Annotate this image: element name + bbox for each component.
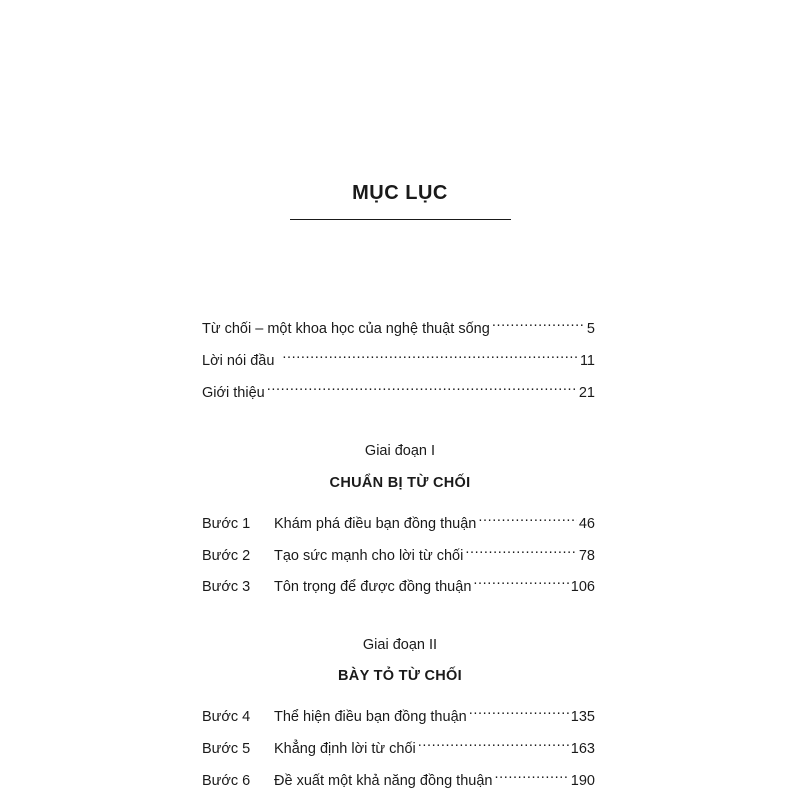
toc-title: MỤC LỤC [352,182,448,204]
step-label: Bước 6 [202,773,251,789]
dot-leader [492,311,585,333]
dot-leader [469,699,569,721]
entry-text: Khám phá điều bạn đồng thuận [274,516,477,532]
entry-text: Đề xuất một khả năng đồng thuận [274,773,493,789]
toc-entry-step-1[interactable] [202,506,595,532]
toc-entry-step-2[interactable] [202,538,595,564]
toc-entry-step-3[interactable] [202,569,595,595]
entry-text: Giới thiệu [202,385,265,401]
dot-leader [267,375,577,397]
page-number: 190 [570,773,595,789]
part-label: Giai đoạn II [362,637,438,653]
page-number: 163 [570,741,595,757]
step-label: Bước 3 [202,579,251,595]
dot-leader [465,538,577,560]
part-title: CHUẨN BỊ TỪ CHỐI [329,475,471,491]
page-number: 11 [579,353,595,369]
dot-leader [494,763,568,785]
entry-text: Lời nói đầu [202,353,275,369]
step-label: Bước 2 [202,548,251,564]
page-number: 106 [570,579,595,595]
entry-text: Tôn trọng để được đồng thuận [274,579,472,595]
entry-text: Tạo sức mạnh cho lời từ chối [274,548,464,564]
page-number: 21 [578,385,595,401]
dot-leader [478,506,576,528]
toc-entry-introduction[interactable] [202,375,595,401]
part-label: Giai đoạn I [364,443,436,459]
entry-text: Thể hiện điều bạn đồng thuận [274,709,467,725]
part-title: BÀY TỎ TỪ CHỐI [338,668,462,684]
dot-leader [418,731,569,753]
toc-entry-preface[interactable] [202,343,595,369]
toc-entry-step-6[interactable] [202,763,595,789]
entry-text: Từ chối – một khoa học của nghệ thuật sống [202,321,490,337]
page-number: 46 [578,516,595,532]
page-number: 5 [586,321,595,337]
step-label: Bước 1 [202,516,251,532]
toc-entry-step-4[interactable] [202,699,595,725]
title-divider [290,219,511,220]
step-label: Bước 4 [202,709,251,725]
toc-entry-foreword-essay[interactable] [202,311,595,337]
page-number: 78 [578,548,595,564]
step-label: Bước 5 [202,741,251,757]
toc-entry-step-5[interactable] [202,731,595,757]
dot-leader [473,569,568,591]
page-number: 135 [570,709,595,725]
dot-leader [282,343,578,365]
entry-text: Khẳng định lời từ chối [274,741,416,757]
